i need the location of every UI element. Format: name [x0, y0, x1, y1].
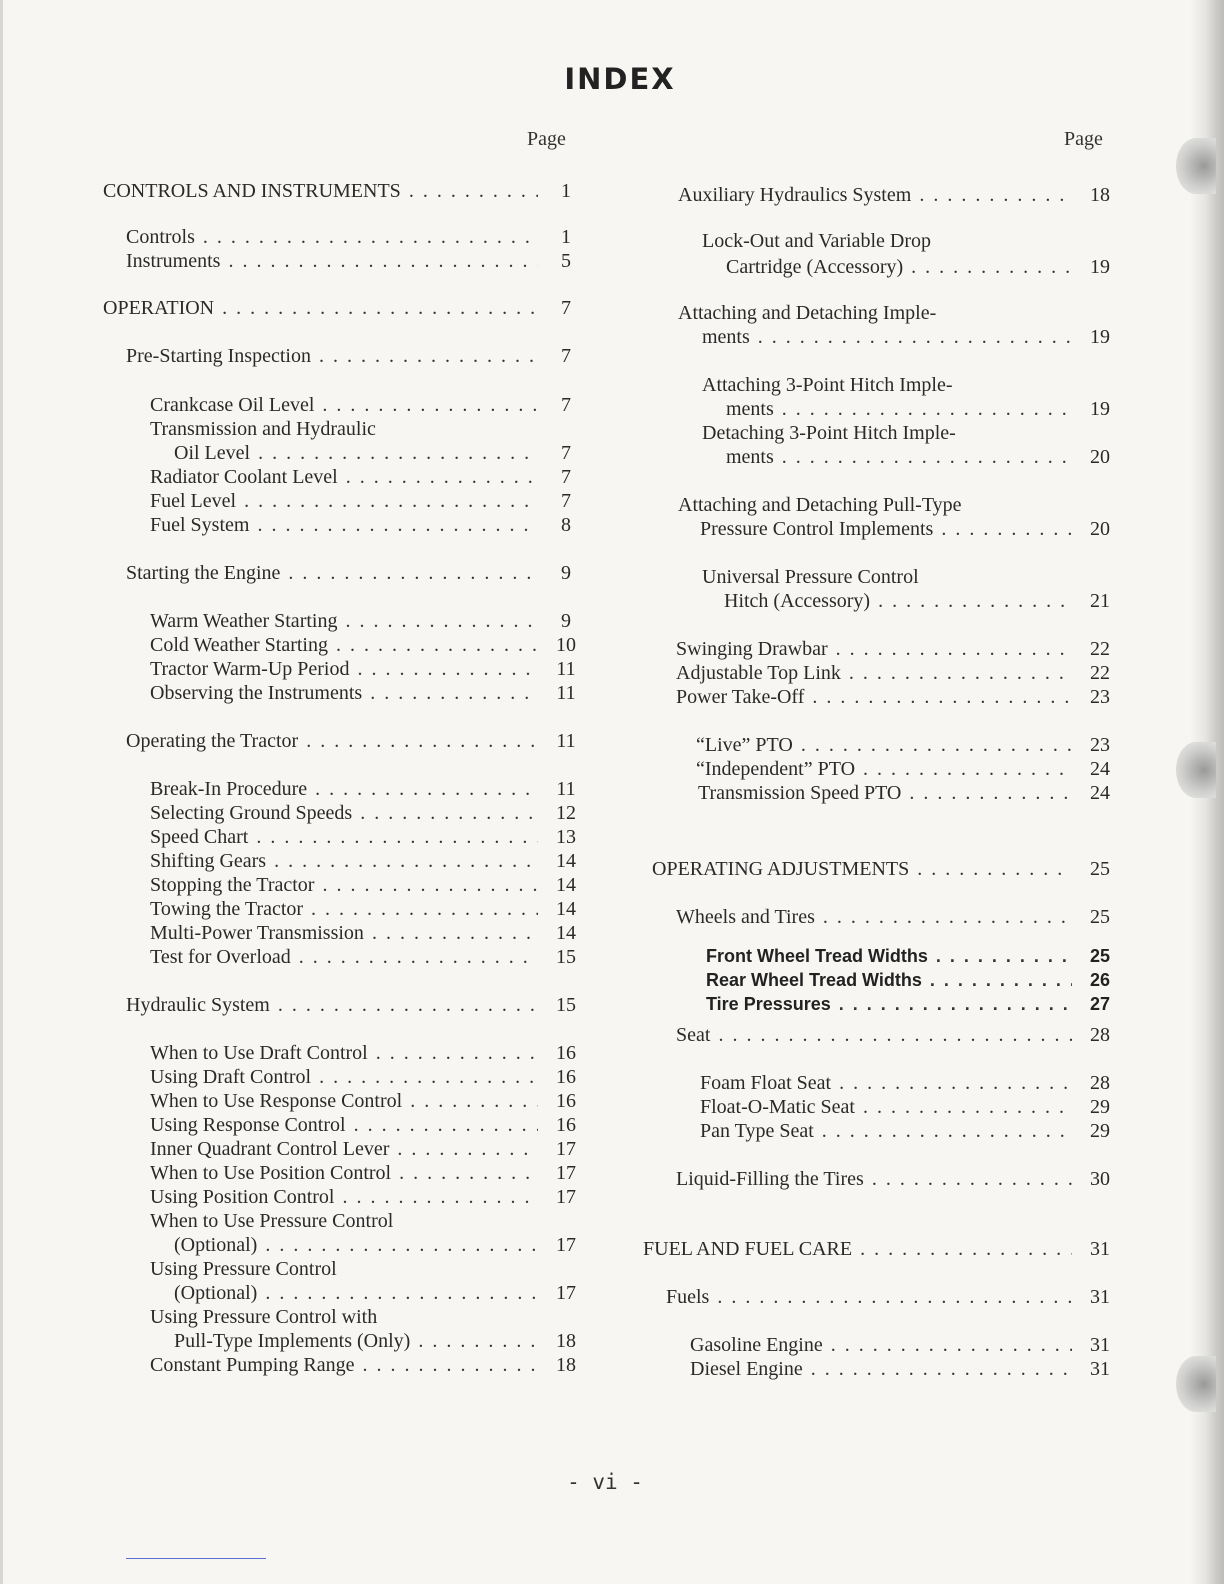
entry-label: Rear Wheel Tread Widths: [706, 970, 922, 990]
index-entry: [150, 922, 586, 946]
entry-label: Attaching and Detaching Imple-: [678, 302, 937, 324]
entry-label: Using Response Control: [150, 1114, 346, 1136]
entry-page-number: 7: [561, 442, 571, 464]
entry-page-number: 26: [1089, 970, 1111, 990]
entry-label: Break-In Procedure: [150, 778, 308, 800]
entry-label: Constant Pumping Range: [150, 1354, 355, 1376]
dot-leader: [718, 1024, 1072, 1047]
index-entry: [150, 826, 586, 850]
dot-leader: [222, 297, 538, 320]
dot-leader: [288, 562, 538, 585]
index-entry: [150, 1186, 586, 1210]
entry-label: Using Pressure Control with: [150, 1306, 378, 1328]
entry-page-number: 14: [556, 922, 576, 944]
index-entry: [150, 1306, 586, 1330]
entry-label: Pressure Control Implements: [700, 518, 934, 540]
index-entry: [150, 682, 586, 706]
entry-page-number: 11: [556, 778, 576, 800]
dot-leader: [909, 782, 1072, 805]
entry-page-number: 28: [1090, 1024, 1110, 1046]
entry-label: Using Position Control: [150, 1186, 335, 1208]
entry-label: Speed Chart: [150, 826, 249, 848]
index-entry: [150, 1090, 586, 1114]
entry-page-number: 11: [556, 682, 576, 704]
entry-label: Tire Pressures: [706, 994, 831, 1014]
dot-leader: [801, 734, 1072, 757]
index-entry: [150, 802, 586, 826]
entry-label: Liquid-Filling the Tires: [676, 1168, 864, 1190]
dot-leader: [311, 898, 538, 921]
index-entry: [678, 302, 1120, 326]
entry-label: ments: [726, 398, 774, 420]
entry-page-number: 11: [556, 730, 576, 752]
entry-label: Warm Weather Starting: [150, 610, 338, 632]
entry-page-number: 13: [556, 826, 576, 848]
dot-leader: [878, 590, 1072, 613]
binder-hole-top: [1176, 138, 1216, 194]
index-entry: [150, 946, 586, 970]
index-entry: [676, 686, 1120, 710]
entry-page-number: 8: [561, 514, 571, 536]
entry-page-number: 11: [556, 658, 576, 680]
entry-label: Starting the Engine: [126, 562, 281, 584]
dot-leader: [345, 610, 538, 633]
index-entry: [150, 1114, 586, 1138]
dot-leader: [306, 730, 538, 753]
entry-label: Using Draft Control: [150, 1066, 312, 1088]
entry-label: Auxiliary Hydraulics System: [678, 184, 912, 206]
dot-leader: [812, 686, 1072, 709]
entry-label: Oil Level: [174, 442, 251, 464]
entry-label: Fuel Level: [150, 490, 237, 512]
binder-hole-bottom: [1176, 1356, 1216, 1412]
entry-label: (Optional): [174, 1282, 258, 1304]
dot-leader: [322, 874, 538, 897]
entry-page-number: 31: [1090, 1358, 1110, 1380]
index-entry: [150, 1138, 586, 1162]
dot-leader: [822, 1120, 1072, 1143]
entry-label: CONTROLS AND INSTRUMENTS: [103, 180, 401, 202]
entry-label: Cold Weather Starting: [150, 634, 328, 656]
entry-label: Tractor Warm-Up Period: [150, 658, 350, 680]
dot-leader: [418, 1330, 538, 1353]
dot-leader: [919, 184, 1072, 207]
entry-page-number: 18: [556, 1354, 576, 1376]
page-edge-left: [0, 0, 3, 1584]
dot-leader: [258, 442, 538, 465]
dot-leader: [319, 1066, 538, 1089]
dot-leader: [860, 1238, 1072, 1261]
dot-leader: [256, 826, 538, 849]
entry-page-number: 25: [1090, 906, 1110, 928]
index-entry: [126, 562, 586, 586]
entry-label: Wheels and Tires: [676, 906, 815, 928]
dot-leader: [397, 1138, 538, 1161]
entry-label: OPERATION: [103, 297, 215, 319]
index-entry: [103, 297, 586, 321]
entry-page-number: 16: [556, 1090, 576, 1112]
dot-leader: [203, 226, 538, 249]
entry-page-number: 23: [1090, 686, 1110, 708]
index-entry: [652, 858, 1120, 882]
index-entry: [706, 946, 1120, 970]
entry-page-number: 1: [561, 226, 571, 248]
index-entry: [724, 590, 1120, 614]
dot-leader: [872, 1168, 1072, 1191]
index-entry: [726, 256, 1120, 280]
dot-leader: [370, 682, 538, 705]
index-entry: [676, 906, 1120, 930]
dot-leader: [360, 802, 538, 825]
index-entry: [676, 1024, 1120, 1048]
entry-label: Detaching 3-Point Hitch Imple-: [702, 422, 956, 444]
entry-page-number: 29: [1090, 1120, 1110, 1142]
entry-label: Pan Type Seat: [700, 1120, 814, 1142]
entry-page-number: 16: [556, 1042, 576, 1064]
dot-leader: [839, 994, 1072, 1015]
entry-page-number: 19: [1090, 256, 1110, 278]
dot-leader: [823, 906, 1072, 929]
dot-leader: [228, 250, 538, 273]
dot-leader: [836, 638, 1072, 661]
entry-label: When to Use Response Control: [150, 1090, 403, 1112]
index-entry: [174, 1330, 586, 1354]
entry-label: Diesel Engine: [690, 1358, 803, 1380]
dot-leader: [936, 946, 1072, 967]
page-column-header-right: Page: [1064, 128, 1103, 150]
entry-label: Shifting Gears: [150, 850, 267, 872]
entry-page-number: 7: [561, 394, 571, 416]
entry-label: Float-O-Matic Seat: [700, 1096, 855, 1118]
index-entry: [702, 566, 1120, 590]
entry-label: Attaching and Detaching Pull-Type: [678, 494, 962, 516]
index-entry: [150, 1354, 586, 1378]
index-entry: [700, 1096, 1120, 1120]
entry-label: Transmission Speed PTO: [698, 782, 902, 804]
entry-page-number: 24: [1090, 758, 1110, 780]
index-entry: [678, 494, 1120, 518]
entry-label: Adjustable Top Link: [676, 662, 841, 684]
dot-leader: [322, 394, 538, 417]
index-entry: [150, 1258, 586, 1282]
page-number-footer: - vi -: [567, 1470, 643, 1494]
entry-page-number: 12: [556, 802, 576, 824]
entry-label: Pull-Type Implements (Only): [174, 1330, 411, 1352]
dot-leader: [257, 514, 538, 537]
entry-label: Gasoline Engine: [690, 1334, 823, 1356]
entry-page-number: 19: [1090, 398, 1110, 420]
entry-label: Selecting Ground Speeds: [150, 802, 353, 824]
entry-label: Cartridge (Accessory): [726, 256, 904, 278]
entry-label: Foam Float Seat: [700, 1072, 832, 1094]
index-entry: [150, 610, 586, 634]
index-entry: [150, 850, 586, 874]
dot-leader: [399, 1162, 538, 1185]
entry-page-number: 7: [561, 297, 571, 319]
index-entry: [678, 184, 1120, 208]
index-entry: [702, 326, 1120, 350]
entry-label: Fuel System: [150, 514, 250, 536]
index-entry: [706, 994, 1120, 1018]
entry-label: Transmission and Hydraulic: [150, 418, 376, 440]
entry-page-number: 22: [1090, 662, 1110, 684]
dot-leader: [278, 994, 538, 1017]
dot-leader: [274, 850, 538, 873]
entry-label: Hydraulic System: [126, 994, 270, 1016]
dot-leader: [336, 634, 538, 657]
index-entry: [706, 970, 1120, 994]
index-entry: [676, 638, 1120, 662]
entry-label: Operating the Tractor: [126, 730, 299, 752]
entry-page-number: 9: [561, 610, 571, 632]
index-entry: [126, 994, 586, 1018]
entry-label: Hitch (Accessory): [724, 590, 871, 612]
entry-page-number: 14: [556, 898, 576, 920]
dot-leader: [376, 1042, 538, 1065]
entry-label: Seat: [676, 1024, 711, 1046]
dot-leader: [315, 778, 538, 801]
index-entry: [726, 398, 1120, 422]
entry-label: Controls: [126, 226, 195, 248]
index-entry: [103, 180, 586, 204]
entry-page-number: 23: [1090, 734, 1110, 756]
entry-label: FUEL AND FUEL CARE: [643, 1238, 853, 1260]
dot-leader: [839, 1072, 1072, 1095]
index-entry: [700, 1120, 1120, 1144]
entry-label: Observing the Instruments: [150, 682, 363, 704]
dot-leader: [372, 922, 538, 945]
dot-leader: [717, 1286, 1072, 1309]
index-entry: [126, 250, 586, 274]
entry-page-number: 28: [1090, 1072, 1110, 1094]
entry-label: When to Use Position Control: [150, 1162, 392, 1184]
index-entry: [150, 490, 586, 514]
entry-page-number: 14: [556, 874, 576, 896]
entry-page-number: 31: [1090, 1334, 1110, 1356]
page-title: INDEX: [564, 62, 676, 96]
entry-page-number: 10: [556, 634, 576, 656]
entry-page-number: 7: [561, 490, 571, 512]
index-entry: [702, 374, 1120, 398]
bottom-rule: [126, 1558, 266, 1559]
entry-label: Inner Quadrant Control Lever: [150, 1138, 390, 1160]
entry-label: Fuels: [666, 1286, 710, 1308]
index-entry: [126, 730, 586, 754]
entry-label: Radiator Coolant Level: [150, 466, 338, 488]
entry-label: Using Pressure Control: [150, 1258, 337, 1280]
dot-leader: [357, 658, 538, 681]
entry-page-number: 25: [1090, 858, 1110, 880]
index-entry: [150, 874, 586, 898]
entry-page-number: 18: [556, 1330, 576, 1352]
entry-label: Universal Pressure Control: [702, 566, 919, 588]
entry-label: When to Use Pressure Control: [150, 1210, 394, 1232]
entry-label: OPERATING ADJUSTMENTS: [652, 858, 910, 880]
dot-leader: [863, 1096, 1072, 1119]
index-entry: [174, 1234, 586, 1258]
entry-page-number: 30: [1090, 1168, 1110, 1190]
entry-page-number: 7: [561, 345, 571, 367]
index-entry: [696, 758, 1120, 782]
index-entry: [150, 634, 586, 658]
index-entry: [726, 446, 1120, 470]
index-entry: [676, 1168, 1120, 1192]
entry-label: Crankcase Oil Level: [150, 394, 315, 416]
entry-label: Front Wheel Tread Widths: [706, 946, 928, 966]
entry-page-number: 16: [556, 1114, 576, 1136]
index-entry: [126, 226, 586, 250]
entry-page-number: 14: [556, 850, 576, 872]
entry-label: Lock-Out and Variable Drop: [702, 230, 932, 252]
entry-label: (Optional): [174, 1234, 258, 1256]
entry-label: Power Take-Off: [676, 686, 805, 708]
entry-label: Instruments: [126, 250, 221, 272]
index-entry: [150, 1042, 586, 1066]
index-entry: [150, 1066, 586, 1090]
entry-page-number: 20: [1090, 446, 1110, 468]
entry-label: Test for Overload: [150, 946, 291, 968]
dot-leader: [354, 1114, 538, 1137]
dot-leader: [265, 1282, 538, 1305]
index-entry: [696, 734, 1120, 758]
dot-leader: [346, 466, 538, 489]
index-entry: [690, 1334, 1120, 1358]
entry-label: Multi-Power Transmission: [150, 922, 364, 944]
index-entry: [666, 1286, 1120, 1310]
dot-leader: [319, 345, 538, 368]
dot-leader: [849, 662, 1072, 685]
entry-page-number: 17: [556, 1282, 576, 1304]
dot-leader: [863, 758, 1072, 781]
entry-page-number: 17: [556, 1162, 576, 1184]
index-entry: [702, 422, 1120, 446]
index-entry: [174, 442, 586, 466]
dot-leader: [265, 1234, 538, 1257]
entry-page-number: 7: [561, 466, 571, 488]
entry-page-number: 20: [1090, 518, 1110, 540]
entry-page-number: 15: [556, 994, 576, 1016]
dot-leader: [831, 1334, 1072, 1357]
entry-page-number: 27: [1089, 994, 1111, 1014]
entry-page-number: 19: [1090, 326, 1110, 348]
entry-label: Pre-Starting Inspection: [126, 345, 311, 367]
dot-leader: [342, 1186, 538, 1209]
dot-leader: [930, 970, 1072, 991]
index-entry: [676, 662, 1120, 686]
entry-label: When to Use Draft Control: [150, 1042, 368, 1064]
index-entry: [174, 1282, 586, 1306]
index-entry: [150, 514, 586, 538]
page-column-header-left: Page: [527, 128, 566, 150]
dot-leader: [299, 946, 538, 969]
index-entry: [150, 466, 586, 490]
index-entry: [643, 1238, 1120, 1262]
index-entry: [700, 518, 1120, 542]
index-entry: [150, 658, 586, 682]
dot-leader: [811, 1358, 1072, 1381]
index-entry: [150, 1162, 586, 1186]
dot-leader: [362, 1354, 538, 1377]
entry-page-number: 17: [556, 1234, 576, 1256]
binder-hole-middle: [1176, 742, 1216, 798]
index-entry: [150, 898, 586, 922]
entry-label: Swinging Drawbar: [676, 638, 828, 660]
dot-leader: [911, 256, 1072, 279]
entry-label: ments: [726, 446, 774, 468]
index-entry: [690, 1358, 1120, 1382]
entry-page-number: 17: [556, 1186, 576, 1208]
entry-page-number: 31: [1090, 1286, 1110, 1308]
entry-page-number: 17: [556, 1138, 576, 1160]
dot-leader: [410, 1090, 538, 1113]
index-entry: [150, 418, 586, 442]
entry-label: Stopping the Tractor: [150, 874, 315, 896]
index-entry: [150, 1210, 586, 1234]
entry-page-number: 16: [556, 1066, 576, 1088]
dot-leader: [758, 326, 1072, 349]
entry-label: Towing the Tractor: [150, 898, 304, 920]
entry-label: ments: [702, 326, 750, 348]
index-entry: [702, 230, 1120, 254]
index-entry: [698, 782, 1120, 806]
entry-page-number: 24: [1090, 782, 1110, 804]
entry-page-number: 9: [561, 562, 571, 584]
index-entry: [126, 345, 586, 369]
dot-leader: [917, 858, 1072, 881]
entry-page-number: 25: [1089, 946, 1111, 966]
entry-page-number: 29: [1090, 1096, 1110, 1118]
dot-leader: [409, 180, 538, 203]
entry-label: “Live” PTO: [696, 734, 793, 756]
dot-leader: [941, 518, 1072, 541]
index-entry: [150, 394, 586, 418]
entry-label: “Independent” PTO: [696, 758, 856, 780]
entry-page-number: 18: [1090, 184, 1110, 206]
entry-page-number: 31: [1090, 1238, 1110, 1260]
dot-leader: [782, 398, 1072, 421]
dot-leader: [244, 490, 538, 513]
dot-leader: [782, 446, 1072, 469]
entry-page-number: 1: [561, 180, 571, 202]
entry-page-number: 15: [556, 946, 576, 968]
entry-page-number: 21: [1090, 590, 1110, 612]
entry-label: Attaching 3-Point Hitch Imple-: [702, 374, 953, 396]
entry-page-number: 5: [561, 250, 571, 272]
index-entry: [150, 778, 586, 802]
index-entry: [700, 1072, 1120, 1096]
entry-page-number: 22: [1090, 638, 1110, 660]
